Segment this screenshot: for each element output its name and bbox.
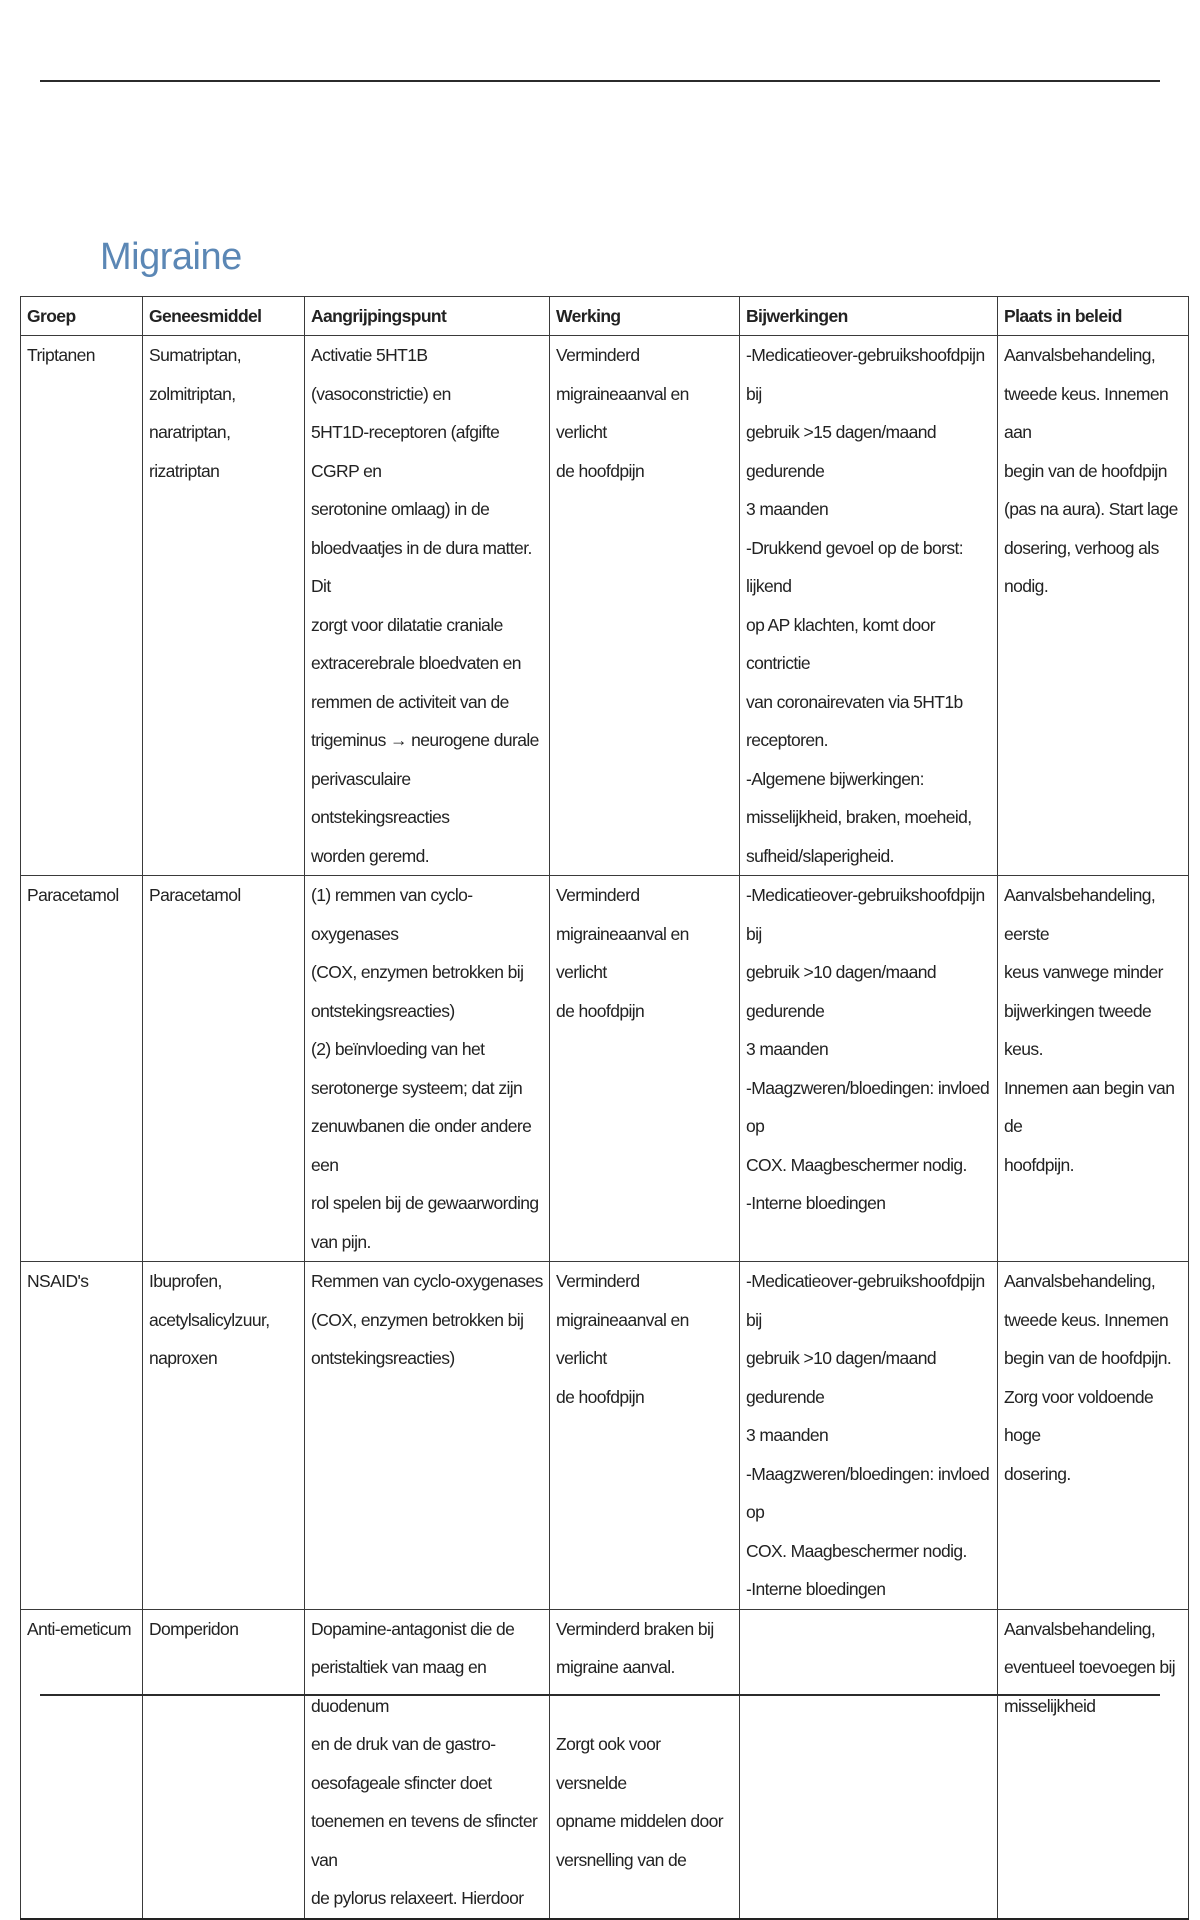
cell-group: Triptanen (21, 336, 143, 876)
cell-drug (143, 876, 305, 1262)
cell-line: Zorg voor voldoende hoge (1004, 1386, 1154, 1445)
section-heading: Migraine (100, 236, 242, 278)
cell-group: Paracetamol (21, 876, 143, 1262)
cell-line: bijwerkingen tweede keus. (1004, 1000, 1152, 1059)
cell-line: Ibuprofen, (149, 1271, 222, 1291)
cell-line: tweede keus. Innemen (1004, 1309, 1169, 1330)
cell-line: Verminderd (556, 885, 640, 905)
header-group: Groep (21, 297, 143, 336)
top-rule (40, 80, 1160, 82)
cell-line: migraineaanval en verlicht (556, 1309, 689, 1368)
cell-line: Innemen aan begin van de (1004, 1077, 1175, 1136)
cell-line: worden geremd. (311, 845, 430, 866)
cell-line: rol spelen bij de gewaarwording (311, 1193, 539, 1213)
cell-line: serotonine omlaag) in de (311, 499, 490, 519)
cell-group: NSAID's (21, 1262, 143, 1610)
header-side-effects: Bijwerkingen (740, 297, 998, 336)
header-drug: Geneesmiddel (143, 297, 305, 336)
cell-side-effects (740, 1609, 998, 1919)
medication-table (20, 296, 1189, 1920)
cell-line: versnelling van de (556, 1849, 687, 1870)
cell-line: migraineaanval en verlicht (556, 383, 689, 442)
cell-line: Aanvalsbehandeling, (1004, 1271, 1156, 1291)
cell-action (550, 336, 740, 876)
cell-line: Dopamine-antagonist die de (311, 1618, 515, 1639)
cell-line: Activatie 5HT1B (vasoconstrictie) en (311, 345, 451, 404)
cell-line: keus vanwege minder (1004, 962, 1163, 982)
cell-line: peristaltiek van maag en duodenum (311, 1657, 487, 1716)
cell-line: Domperidon (149, 1618, 239, 1639)
cell-line: -Algemene bijwerkingen: (746, 768, 924, 789)
cell-line (556, 1687, 733, 1726)
cell-line: toenemen en tevens de sfincter van (311, 1811, 538, 1870)
cell-line: misselijkheid, braken, moeheid, (746, 807, 972, 827)
cell-side-effects (740, 876, 998, 1262)
cell-group: Anti-emeticum (21, 1609, 143, 1919)
cell-line: zenuwbanen die onder andere een (311, 1116, 532, 1175)
cell-line: 5HT1D-receptoren (afgifte CGRP en (311, 422, 500, 481)
cell-line: receptoren. (746, 730, 828, 750)
cell-line: Remmen van cyclo-oxygenases (311, 1271, 543, 1291)
table-header-row (21, 297, 1189, 336)
cell-target (305, 336, 550, 876)
cell-line: Zorgt ook voor versnelde (556, 1734, 661, 1793)
cell-line: eventueel toevoegen bij (1004, 1657, 1176, 1677)
cell-line: gebruik >15 dagen/maand gedurende (746, 422, 937, 481)
header-action: Werking (550, 297, 740, 336)
cell-line: van coronairevaten via 5HT1b (746, 691, 963, 712)
cell-line: oesofageale sfincter doet (311, 1772, 492, 1793)
cell-line: de hoofdpijn (556, 460, 645, 481)
cell-line: begin van de hoofdpijn (1004, 460, 1167, 481)
cell-drug (143, 1609, 305, 1919)
cell-line: tweede keus. Innemen aan (1004, 383, 1169, 442)
cell-line: en de druk van de gastro- (311, 1734, 496, 1754)
table-row (21, 1609, 1189, 1919)
cell-line: nodig. (1004, 576, 1049, 596)
cell-line: serotonerge systeem; dat zijn (311, 1077, 523, 1098)
cell-line: Verminderd (556, 345, 640, 365)
cell-target (305, 876, 550, 1262)
cell-target (305, 1609, 550, 1919)
cell-line: 3 maanden (746, 499, 829, 519)
cell-line: -Interne bloedingen (746, 1579, 886, 1599)
bottom-rule (40, 1694, 1160, 1696)
cell-side-effects (740, 336, 998, 876)
cell-line: Verminderd braken bij (556, 1618, 714, 1639)
cell-target (305, 1262, 550, 1610)
cell-line: Verminderd (556, 1271, 640, 1291)
cell-line: Sumatriptan, (149, 345, 242, 365)
cell-line: 3 maanden (746, 1039, 829, 1059)
cell-line: Aanvalsbehandeling, eerste (1004, 885, 1156, 944)
cell-side-effects (740, 1262, 998, 1610)
cell-line: (COX, enzymen betrokken bij (311, 1309, 524, 1330)
cell-line: trigeminus → neurogene durale (311, 730, 539, 750)
cell-line: Aanvalsbehandeling, (1004, 345, 1156, 365)
cell-line: migraine aanval. (556, 1657, 675, 1677)
cell-line: begin van de hoofdpijn. (1004, 1348, 1172, 1368)
cell-line: de hoofdpijn (556, 1000, 645, 1021)
cell-line: -Interne bloedingen (746, 1193, 886, 1213)
cell-drug (143, 1262, 305, 1610)
table-row (21, 1262, 1189, 1610)
cell-policy (998, 336, 1189, 876)
cell-line: rizatriptan (149, 460, 220, 481)
cell-line: zorgt voor dilatatie craniale (311, 614, 503, 635)
table-row (21, 336, 1189, 876)
cell-line: 3 maanden (746, 1425, 829, 1445)
cell-drug (143, 336, 305, 876)
cell-policy (998, 876, 1189, 1262)
cell-line: misselijkheid (1004, 1695, 1096, 1716)
cell-line: gebruik >10 dagen/maand gedurende (746, 1348, 937, 1407)
cell-line: zolmitriptan, (149, 383, 236, 404)
cell-line: -Maagzweren/bloedingen: invloed op (746, 1077, 990, 1136)
cell-line: bloedvaatjes in de dura matter. Dit (311, 537, 532, 596)
cell-line: naproxen (149, 1348, 218, 1368)
header-target: Aangrijpingspunt (305, 297, 550, 336)
cell-line: de pylorus relaxeert. Hierdoor (311, 1888, 524, 1908)
cell-line: COX. Maagbeschermer nodig. (746, 1540, 967, 1561)
cell-line: -Medicatieover-gebruikshoofdpijn bij (746, 345, 985, 404)
cell-line: gebruik >10 dagen/maand gedurende (746, 962, 937, 1021)
cell-line: acetylsalicylzuur, (149, 1309, 270, 1330)
cell-line: (COX, enzymen betrokken bij (311, 962, 524, 982)
cell-line: extracerebrale bloedvaten en (311, 653, 521, 673)
cell-line: -Maagzweren/bloedingen: invloed op (746, 1463, 990, 1522)
cell-action (550, 1609, 740, 1919)
cell-line: opname middelen door (556, 1811, 724, 1831)
cell-line: perivasculaire ontstekingsreacties (311, 768, 450, 827)
header-policy: Plaats in beleid (998, 297, 1189, 336)
cell-line: (pas na aura). Start lage (1004, 499, 1178, 519)
cell-line: dosering, verhoog als (1004, 537, 1159, 558)
cell-line: dosering. (1004, 1463, 1071, 1484)
cell-line: -Medicatieover-gebruikshoofdpijn bij (746, 1271, 985, 1330)
cell-action (550, 1262, 740, 1610)
cell-line: migraineaanval en verlicht (556, 923, 689, 982)
cell-line: (2) beïnvloeding van het (311, 1039, 485, 1059)
cell-line: -Drukkend gevoel op de borst: lijkend (746, 537, 964, 596)
cell-line: Aanvalsbehandeling, (1004, 1618, 1156, 1639)
cell-line: hoofdpijn. (1004, 1154, 1074, 1175)
cell-line: naratriptan, (149, 422, 231, 442)
table-row (21, 876, 1189, 1262)
cell-line: sufheid/slaperigheid. (746, 845, 894, 866)
cell-line: ontstekingsreacties) (311, 1000, 455, 1021)
cell-line: ontstekingsreacties) (311, 1348, 455, 1368)
cell-line: remmen de activiteit van de (311, 691, 509, 712)
cell-line: Paracetamol (149, 885, 241, 905)
cell-line: COX. Maagbeschermer nodig. (746, 1154, 967, 1175)
cell-line: (1) remmen van cyclo-oxygenases (311, 885, 473, 944)
cell-policy (998, 1609, 1189, 1919)
cell-action (550, 876, 740, 1262)
cell-line: -Medicatieover-gebruikshoofdpijn bij (746, 885, 985, 944)
cell-line: op AP klachten, komt door contrictie (746, 614, 935, 673)
cell-line: van pijn. (311, 1231, 371, 1252)
cell-line: de hoofdpijn (556, 1386, 645, 1407)
cell-policy (998, 1262, 1189, 1610)
